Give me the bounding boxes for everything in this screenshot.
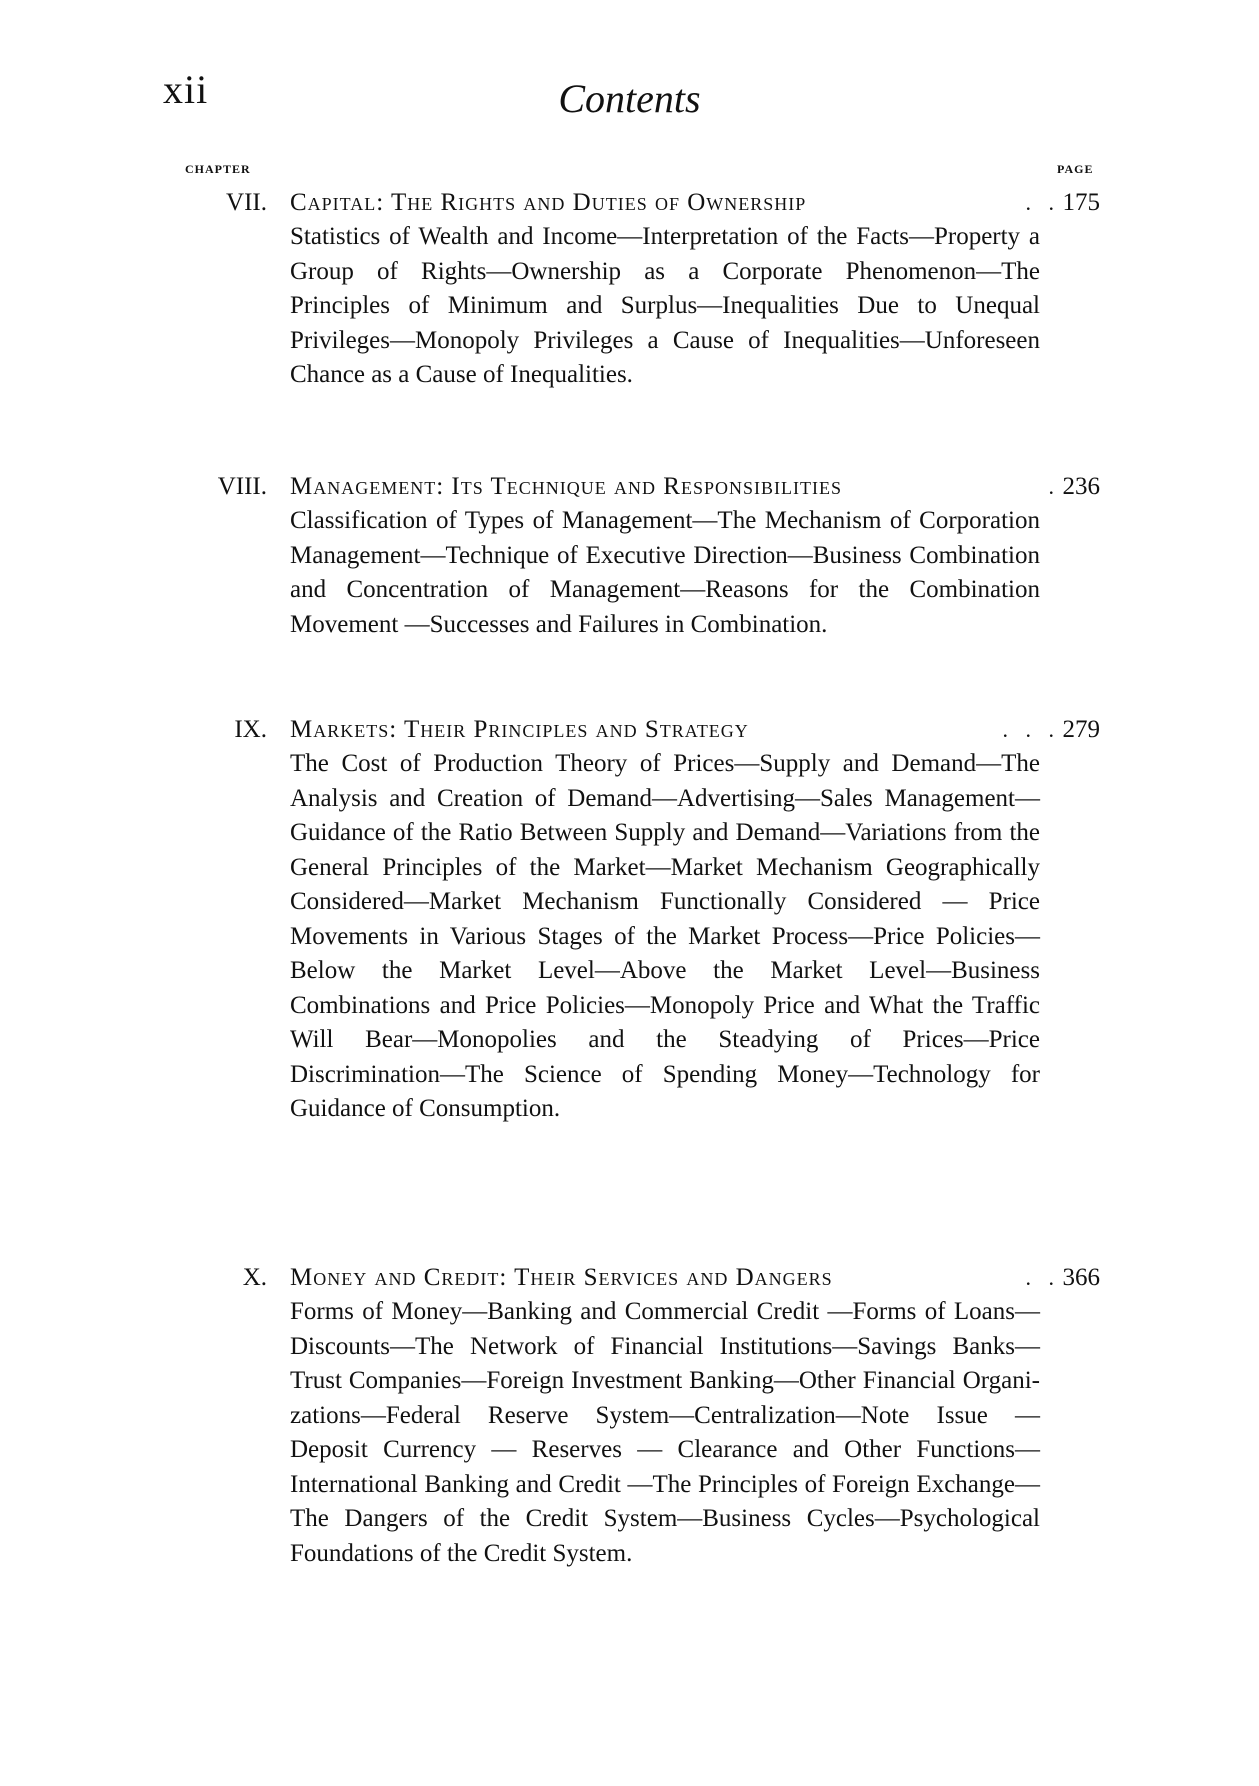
chapter-page-number: 279: [1062, 716, 1100, 743]
chapter-page-number: 366: [1062, 1264, 1100, 1291]
page-column-label: PAGE: [1057, 162, 1094, 176]
chapter-column-label: CHAPTER: [185, 162, 251, 176]
chapter-title: Management: Its Technique and Responsibilities: [290, 473, 842, 500]
toc-entry-heading: [150, 470, 1100, 504]
chapter-summary: Forms of Money—Banking and Commercial Credit —Forms of Loans—Discounts—The Network of Financial Institutions—Savings Banks—Trust Companies—Foreign Investment Banking—Other Financial Organizations—Federal Reserve System—Centralization—Note Issue — Deposit Currency — Reserves — Clearance and Other Functions—International Banking and Credit —The Principles of Foreign Exchange—The Dangers of the Credit System—Business Cycles—Psychological Foundations of the Credit System.: [290, 1298, 1040, 1567]
chapter-page-number: 236: [1062, 473, 1100, 500]
toc-entry-heading: [150, 713, 1100, 747]
chapter-summary: Classification of Types of Management—The Mechanism of Corporation Management—Technique of Executive Direction—Business Combination and Concentration of Management—Reasons for the Combination Movement —Successes and Failures in Combination.: [290, 507, 1040, 638]
page-number: xii: [163, 67, 209, 112]
chapter-summary: Statistics of Wealth and Income—Interpretation of the Facts—Property a Group of Rights—Ownership as a Corporate Phenomenon—The Principles of Minimum and Surplus—Inequalities Due to Unequal Privileges—Monopoly Privileges a Cause of Inequalities—Unforeseen Chance as a Cause of Inequalities.: [290, 223, 1040, 388]
chapter-number: IX.: [234, 716, 267, 743]
dot-leader: . . .: [1002, 717, 1060, 742]
dot-leader: .: [1048, 474, 1060, 499]
running-title: Contents: [558, 76, 701, 121]
toc-entry: [150, 1261, 1100, 1571]
dot-leader: . .: [1025, 190, 1060, 215]
toc-entry: [150, 470, 1100, 642]
toc-entry-heading: [150, 186, 1100, 220]
chapter-title: Capital: The Rights and Duties of Ownership: [290, 189, 807, 216]
chapter-number: VII.: [226, 189, 267, 216]
toc-entry: [150, 713, 1100, 1127]
chapter-summary: The Cost of Production Theory of Prices—Supply and Demand—The Analysis and Creation of Demand—Advertising—Sales Management—Guidance of the Ratio Between Supply and Demand—Variations from the General Principles of the Market—Market Mechanism Geographically Considered—Market Mechanism Functionally Considered — Price Movements in Various Stages of the Market Process—Price Policies—Below the Market Level—Above the Market Level—Business Combinations and Price Policies—Monopoly Price and What the Traffic Will Bear—Monopolies and the Steadying of Prices—Price Discrimination—The Science of Spending Money—Technology for Guidance of Consumption.: [290, 750, 1040, 1122]
chapter-page-number: 175: [1062, 189, 1100, 216]
chapter-number: VIII.: [217, 473, 267, 500]
dot-leader: . .: [1025, 1265, 1060, 1290]
toc-entry-heading: [150, 1261, 1100, 1295]
chapter-title: Money and Credit: Their Services and Dangers: [290, 1264, 833, 1291]
toc-entry: [150, 186, 1100, 393]
chapter-title: Markets: Their Principles and Strategy: [290, 716, 749, 743]
chapter-number: X.: [242, 1264, 267, 1291]
